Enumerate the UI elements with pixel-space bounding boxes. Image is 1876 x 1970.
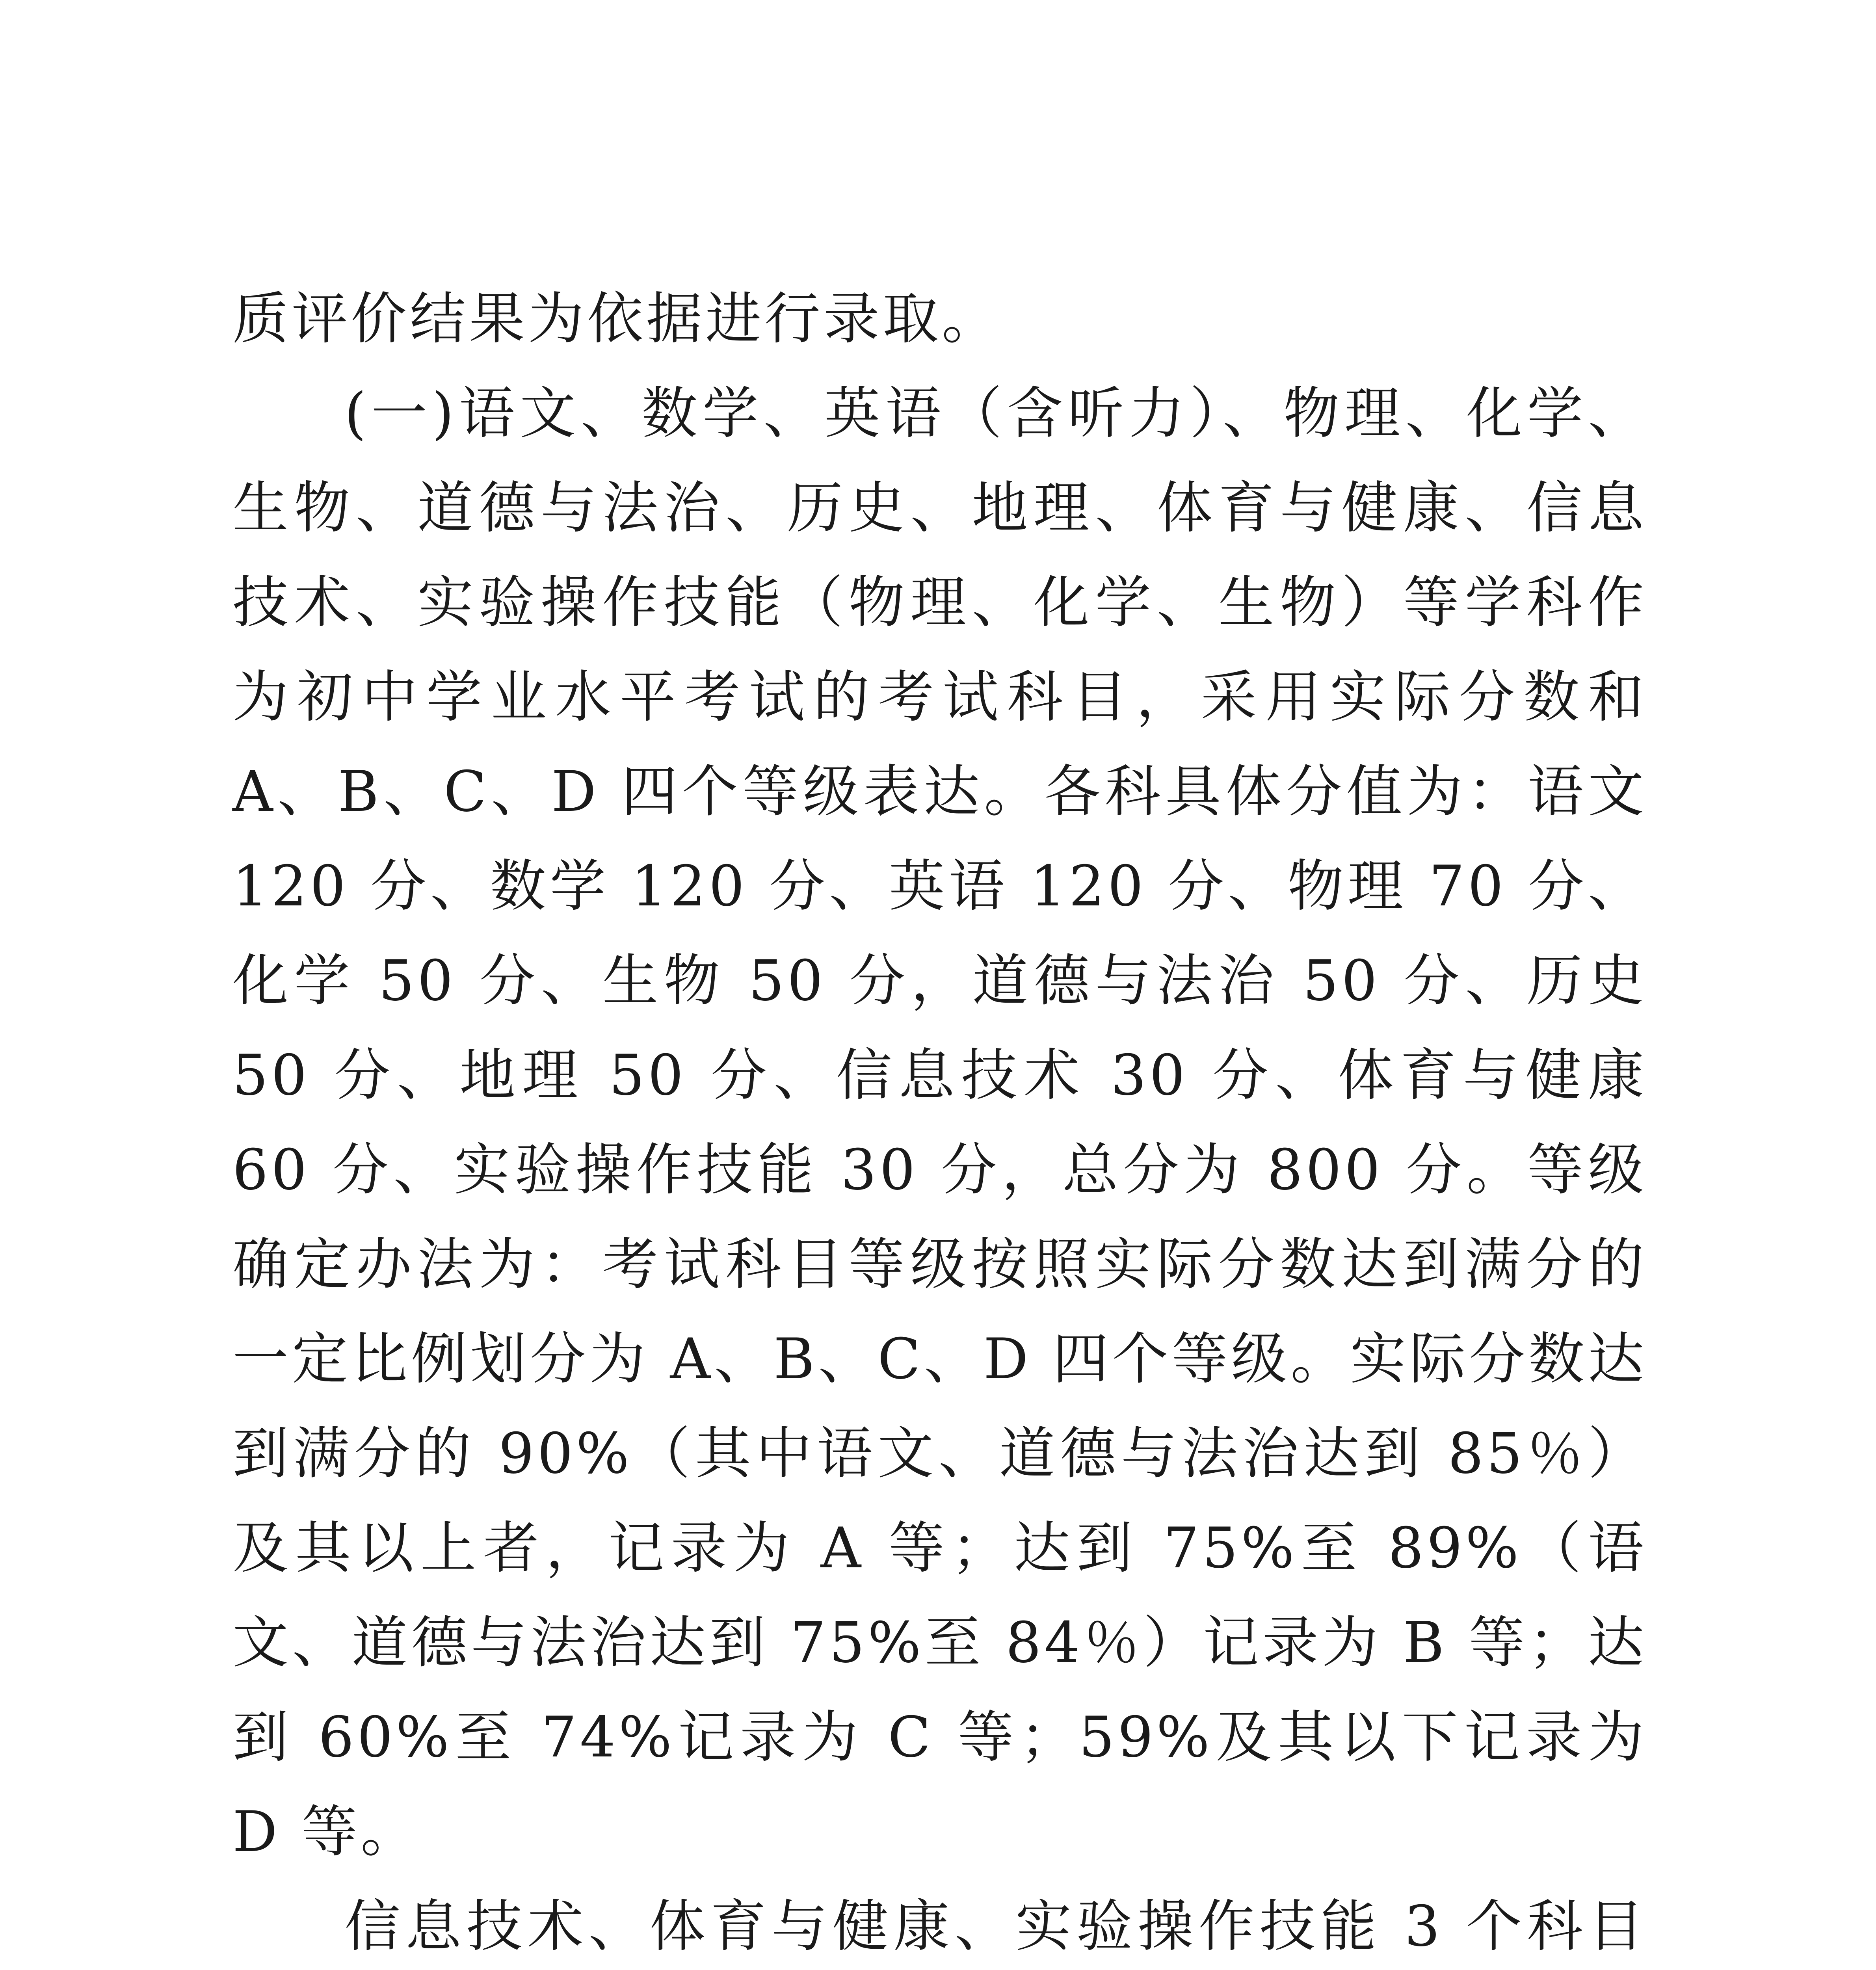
paragraph-exam-subjects: (一)语文、数学、英语（含听力）、物理、化学、生物、道德与法治、历史、地理、体育与健康、信息技术、实验操作技能（物理、化学、生物）等学科作为初中学业水平考试的考试科目，采用实际分数和 A、B、C、D 四个等级表达。各科具体分值为：语文 120 分、数学 120 分、英语 120 分、物理 70 分、化学 50 分、生物 50 分，道德与法治 50 分、历史 50 分、地理 50 分、信息技术 30 分、体育与健康 60 分、实验操作技能 30 分，总分为 800 分。等级确定办法为：考试科目等级按照实际分数达到满分的一定比例划分为 A、B、C、D 四个等级。实际分数达到满分的 90%（其中语文、道德与法治达到 85％）及其以上者，记录为 A 等；达到 75%至 89%（语文、道德与法治达到 75%至 84％）记录为 B 等；达到 60%至 74%记录为 C 等；59%及其以下记录为 D 等。 (232, 381, 1647, 1864)
paragraph-continuation: 质评价结果为依据进行录取。 (232, 286, 1001, 351)
paragraph-county-implementation: 信息技术、体育与健康、实验操作技能 3 个科目 (344, 1894, 1647, 1959)
document-body (232, 272, 1647, 1970)
